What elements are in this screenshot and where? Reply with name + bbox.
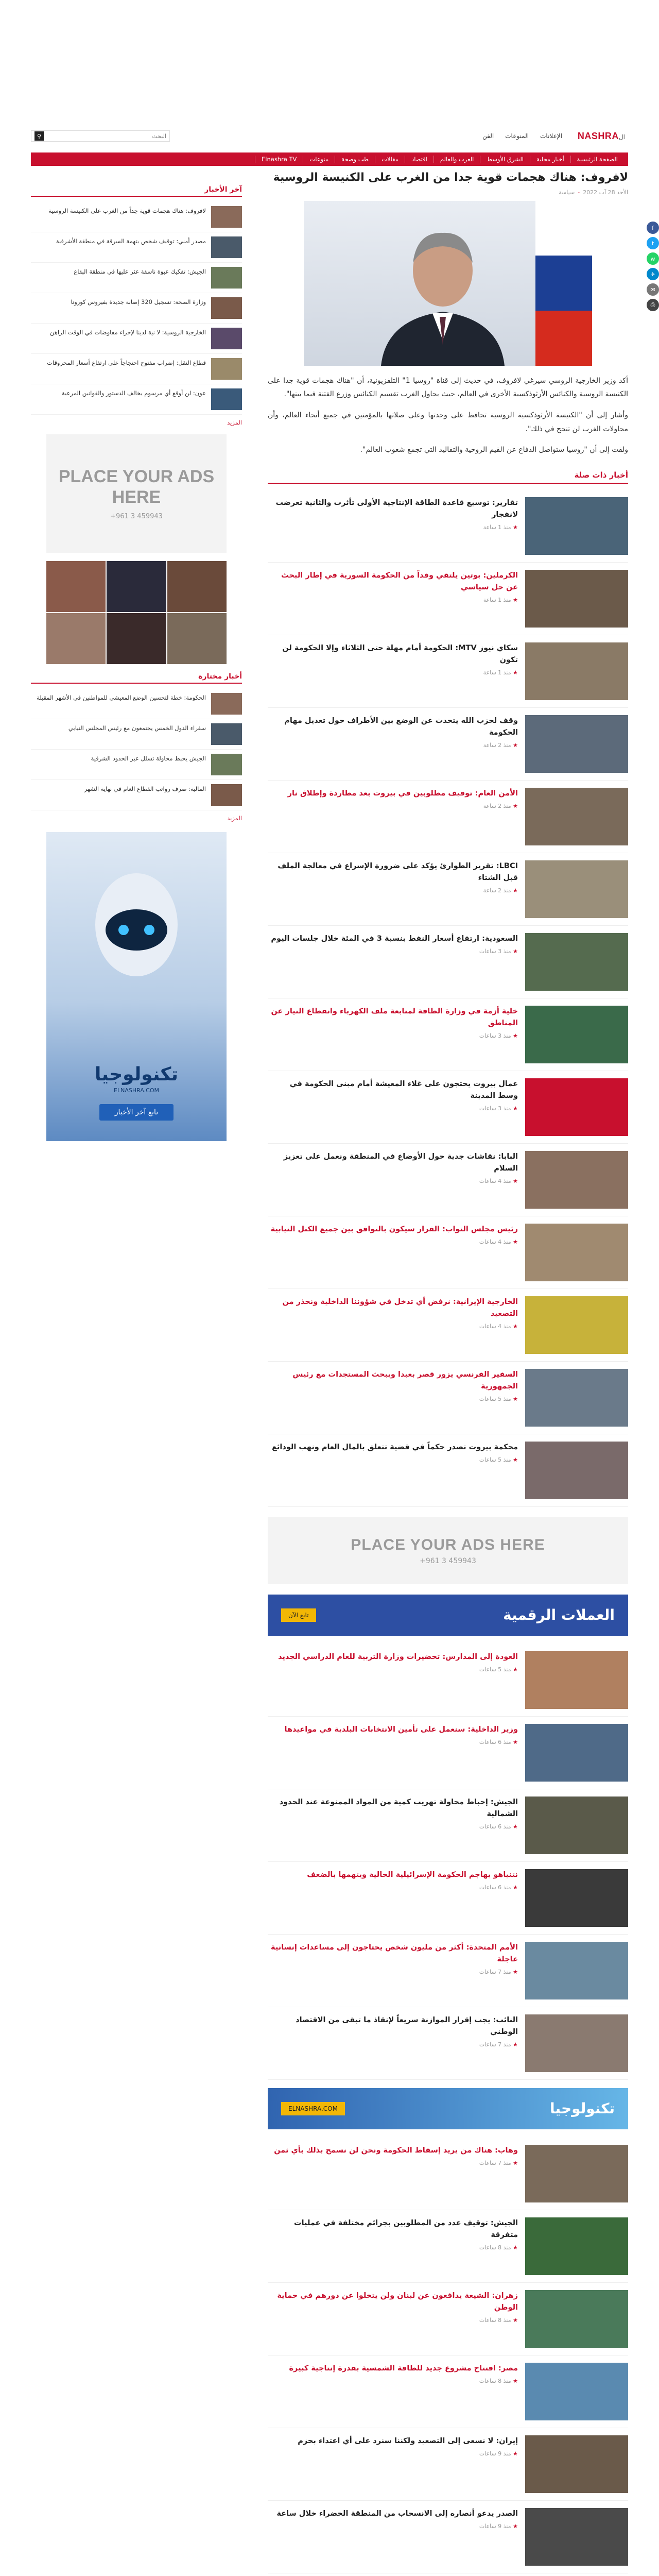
- news-time-text: منذ 8 ساعات: [479, 2244, 511, 2251]
- ad-phone-text: +961 3 459943: [420, 1556, 476, 1565]
- news-text: [268, 2145, 518, 2166]
- star-icon: ★: [511, 1823, 518, 1831]
- news-item[interactable]: [268, 1644, 628, 1717]
- news-time: [268, 1239, 518, 1245]
- news-text: [268, 2014, 518, 2048]
- tech-ad-title: تكنولوجيا: [95, 1064, 178, 1085]
- news-title[interactable]: السعودية: ارتفاع أسعار النفط بنسبة 3 في المئة خلال جلسات اليوم: [271, 934, 518, 943]
- news-title[interactable]: الخارجية الإيرانية: نرفض أي تدخل في شؤوننا الداخلية ونحذر من التصعيد: [282, 1297, 518, 1318]
- news-time: [268, 1105, 518, 1112]
- news-thumbnail[interactable]: [525, 2145, 628, 2202]
- news-item[interactable]: [268, 2007, 628, 2080]
- news-time: [268, 1323, 518, 1330]
- sidebar-news-title[interactable]: الجيش: تفكيك عبوة ناسفة عثر عليها في منطقة البقاع: [74, 268, 206, 275]
- news-text: [268, 715, 518, 749]
- news-title[interactable]: وزير الداخلية: سنعمل على تأمين الانتخابات البلدية في مواعيدها: [284, 1725, 518, 1734]
- news-text: [268, 497, 518, 531]
- nav-item-tv[interactable]: Elnashra TV: [255, 156, 303, 163]
- star-icon: ★: [511, 947, 518, 955]
- news-item[interactable]: [268, 1289, 628, 1362]
- news-time: [268, 1739, 518, 1745]
- banner-title: تكنولوجيا: [550, 2100, 615, 2117]
- social-share-bar: [647, 222, 659, 314]
- news-text: [268, 1797, 518, 1830]
- news-thumbnail[interactable]: [525, 2435, 628, 2493]
- russian-flag: [535, 201, 592, 366]
- ad-main-text: PLACE YOUR ADS HERE: [351, 1536, 545, 1553]
- sidebar-news-thumbnail[interactable]: [211, 358, 242, 380]
- star-icon: ★: [511, 1105, 518, 1112]
- whatsapp-icon[interactable]: w: [647, 252, 659, 265]
- star-icon: ★: [511, 2522, 518, 2530]
- top-link-art[interactable]: الفن: [482, 132, 494, 140]
- news-text: [268, 1651, 518, 1673]
- star-icon: ★: [511, 669, 518, 676]
- site-header: [0, 0, 659, 163]
- news-thumbnail[interactable]: [525, 860, 628, 918]
- news-title[interactable]: إيران: لا نسعى إلى التصعيد ولكننا سنرد على أي اعتداء بحزم: [298, 2436, 518, 2445]
- news-thumbnail[interactable]: [525, 1869, 628, 1927]
- news-thumbnail[interactable]: [525, 1942, 628, 1999]
- star-icon: ★: [511, 1323, 518, 1330]
- sidebar-news-item[interactable]: [31, 719, 242, 750]
- star-icon: ★: [511, 1032, 518, 1040]
- news-time: [268, 2244, 518, 2251]
- news-time-text: منذ 9 ساعات: [479, 2450, 511, 2457]
- star-icon: ★: [511, 1396, 518, 1403]
- tech-ad-site: ELNASHRA.COM: [114, 1087, 159, 1094]
- news-item[interactable]: [268, 998, 628, 1071]
- news-item[interactable]: [268, 1935, 628, 2007]
- news-time-text: منذ 6 ساعات: [479, 1823, 511, 1831]
- star-icon: ★: [511, 1178, 518, 1185]
- sidebar-news-thumbnail[interactable]: [211, 388, 242, 410]
- sidebar-news-item[interactable]: [31, 263, 242, 293]
- article-title: لافروف: هناك هجمات قوية جدا من الغرب على الكنيسة الروسية: [273, 171, 628, 184]
- news-time: [268, 2160, 518, 2166]
- star-icon: ★: [511, 742, 518, 749]
- twitter-icon[interactable]: t: [647, 237, 659, 249]
- news-thumbnail[interactable]: [525, 1442, 628, 1499]
- logo-text: NASHRA: [577, 130, 619, 141]
- news-time: [268, 1178, 518, 1184]
- news-title[interactable]: الجيش: توقيف عدد من المطلوبين بجرائم مختلفة في عمليات متفرقة: [294, 2218, 518, 2239]
- news-thumbnail[interactable]: [525, 1078, 628, 1136]
- news-text: [268, 1006, 518, 1039]
- news-item[interactable]: [268, 2138, 628, 2210]
- news-time: [268, 742, 518, 749]
- news-title[interactable]: نتنياهو يهاجم الحكومة الإسرائيلية الحالية ويتهمها بالضعف: [307, 1870, 518, 1879]
- news-text: [268, 2508, 518, 2530]
- tech-ad-button[interactable]: تابع آخر الأخبار: [99, 1104, 174, 1121]
- news-title[interactable]: تقارير: توسيع قاعدة الطاقة الإنتاجية الأولى تأثرت والثانية تعرضت لانفجار: [275, 498, 518, 519]
- banner-title: العملات الرقمية: [503, 1606, 615, 1624]
- news-time: [268, 524, 518, 531]
- news-time-text: منذ 7 ساعات: [479, 2041, 511, 2048]
- star-icon: ★: [511, 524, 518, 531]
- news-text: [268, 860, 518, 894]
- news-item[interactable]: [268, 2283, 628, 2355]
- news-title[interactable]: وقف لحزب الله يتحدث عن الوضع بين الأطراف حول تعديل مهام الحكومة: [284, 716, 518, 737]
- news-thumbnail[interactable]: [525, 570, 628, 628]
- news-title[interactable]: LBCI: تقرير الطوارئ يؤكد على ضرورة الإسراع في معالجة الملف قبل الشتاء: [278, 861, 518, 882]
- news-text: [268, 1942, 518, 1975]
- sidebar-news-thumbnail[interactable]: [211, 723, 242, 745]
- article-meta: الأحد 28 آب 2022-سياسة: [559, 189, 628, 196]
- news-item[interactable]: [268, 635, 628, 708]
- news-time-text: منذ 2 ساعة: [483, 802, 511, 809]
- site-logo[interactable]: [578, 131, 628, 142]
- news-item[interactable]: [268, 490, 628, 563]
- star-icon: ★: [511, 1884, 518, 1891]
- sidebar-news-item[interactable]: [31, 202, 242, 232]
- latest-more-link[interactable]: المزيد: [227, 419, 242, 426]
- sidebar-news-title[interactable]: مصدر أمني: توقيف شخص بتهمة السرقة في منطقة الأشرفية: [56, 238, 206, 245]
- star-icon: ★: [511, 2159, 518, 2166]
- news-time: [268, 2450, 518, 2457]
- latest-news-title: آخر الأخبار: [204, 185, 242, 194]
- banner-site: ELNASHRA.COM: [281, 2102, 345, 2115]
- news-thumbnail[interactable]: [525, 2217, 628, 2275]
- news-thumbnail[interactable]: [525, 715, 628, 773]
- news-item[interactable]: [268, 1717, 628, 1789]
- star-icon: ★: [511, 2377, 518, 2384]
- news-thumbnail[interactable]: [525, 2290, 628, 2348]
- news-time: [268, 1032, 518, 1039]
- facebook-icon[interactable]: f: [647, 222, 659, 234]
- news-text: [268, 1869, 518, 1891]
- news-time-text: منذ 1 ساعة: [483, 524, 511, 531]
- ad-phone-text: +961 3 459943: [110, 512, 163, 520]
- news-item[interactable]: [268, 2210, 628, 2283]
- news-time-text: منذ 8 ساعات: [479, 2377, 511, 2384]
- digital-currency-banner[interactable]: [268, 1595, 628, 1636]
- star-icon: ★: [511, 1969, 518, 1976]
- latest-news-header: [31, 185, 242, 197]
- nav-item-local[interactable]: أخبار محلية: [530, 156, 570, 163]
- sidebar-news-item[interactable]: [31, 232, 242, 263]
- sidebar-news-thumbnail[interactable]: [211, 754, 242, 775]
- news-time-text: منذ 5 ساعات: [479, 1666, 511, 1673]
- sidebar-news-title[interactable]: الجيش يحبط محاولة تسلل عبر الحدود الشرقية: [91, 755, 206, 762]
- news-item[interactable]: [268, 1071, 628, 1144]
- sidebar-news-item[interactable]: [31, 384, 242, 415]
- news-time: [268, 597, 518, 603]
- latest-news-list: [31, 202, 242, 415]
- ad-placeholder[interactable]: [268, 1517, 628, 1584]
- news-thumbnail[interactable]: [525, 1651, 628, 1709]
- news-time-text: منذ 1 ساعة: [483, 597, 511, 604]
- star-icon: ★: [511, 2317, 518, 2324]
- news-time: [268, 669, 518, 676]
- news-thumbnail[interactable]: [525, 2014, 628, 2072]
- top-links: [170, 132, 562, 140]
- news-time-text: منذ 5 ساعات: [479, 1396, 511, 1403]
- telegram-icon[interactable]: ✈: [647, 268, 659, 280]
- article-time: الأحد 28 آب 2022: [583, 189, 628, 196]
- sidebar-news-title[interactable]: سفراء الدول الخمس يجتمعون مع رئيس المجلس النيابي: [68, 724, 206, 732]
- news-title[interactable]: الكرملين: بوتين يلتقي وفداً من الحكومة السورية في إطار البحث عن حل سياسي: [281, 571, 518, 591]
- news-text: [268, 1078, 518, 1112]
- nav-item-variety[interactable]: منوعات: [303, 156, 335, 163]
- news-text: [268, 1296, 518, 1330]
- news-text: [268, 2217, 518, 2251]
- tech-banner[interactable]: [268, 2088, 628, 2129]
- news-time: [268, 1823, 518, 1830]
- news-time-text: منذ 2 ساعة: [483, 887, 511, 894]
- star-icon: ★: [511, 887, 518, 894]
- news-text: [268, 1442, 518, 1463]
- sidebar: [31, 185, 242, 1151]
- top-bar: [31, 127, 628, 145]
- news-time: [268, 2041, 518, 2048]
- news-time-text: منذ 5 ساعات: [479, 1456, 511, 1463]
- news-thumbnail[interactable]: [525, 1224, 628, 1281]
- news-time-text: منذ 4 ساعات: [479, 1238, 511, 1245]
- news-text: [268, 2363, 518, 2384]
- news-item[interactable]: [268, 853, 628, 926]
- tech-sidebar-ad[interactable]: [46, 832, 227, 1141]
- sidebar-news-title[interactable]: قطاع النقل: إضراب مفتوح احتجاجاً على ارتفاع أسعار المحروقات: [47, 359, 206, 366]
- news-time-text: منذ 4 ساعات: [479, 1178, 511, 1185]
- banner-button[interactable]: تابع الآن: [281, 1608, 316, 1622]
- news-title[interactable]: الأمم المتحدة: أكثر من مليون شخص يحتاجون إلى مساعدات إنسانية عاجلة: [271, 1943, 518, 1963]
- featured-news-list: [31, 689, 242, 810]
- news-thumbnail[interactable]: [525, 1006, 628, 1063]
- news-list: [268, 2138, 628, 2576]
- news-item[interactable]: [268, 2573, 628, 2576]
- logo-prefix: ال: [618, 133, 625, 141]
- news-thumbnail[interactable]: [525, 933, 628, 991]
- news-item[interactable]: [268, 1216, 628, 1289]
- news-thumbnail[interactable]: [525, 642, 628, 700]
- news-time: [268, 1969, 518, 1975]
- news-item[interactable]: [268, 1362, 628, 1434]
- email-icon[interactable]: ✉: [647, 283, 659, 296]
- related-title: أخبار ذات صلة: [574, 470, 628, 480]
- news-thumbnail[interactable]: [525, 1369, 628, 1427]
- sidebar-news-thumbnail[interactable]: [211, 693, 242, 715]
- article-image: [304, 201, 592, 366]
- nav-item-middle-east[interactable]: الشرق الأوسط: [480, 156, 530, 163]
- news-title[interactable]: السفير الفرنسي يزور قصر بعبدا ويبحث المستجدات مع رئيس الجمهورية: [292, 1370, 518, 1391]
- news-title[interactable]: البابا: نقاشات جدية حول الأوضاع في المنطقة ونعمل على تعزيز السلام: [283, 1152, 518, 1173]
- nav-item-world[interactable]: العرب والعالم: [433, 156, 480, 163]
- news-text: [268, 2290, 518, 2324]
- news-item[interactable]: [268, 708, 628, 781]
- sidebar-news-title[interactable]: وزارة الصحة: تسجيل 320 إصابة جديدة بفيروس كورونا: [71, 298, 206, 306]
- news-time-text: منذ 4 ساعات: [479, 1323, 511, 1330]
- news-time: [268, 1666, 518, 1673]
- star-icon: ★: [511, 802, 518, 809]
- news-text: [268, 933, 518, 955]
- news-time: [268, 887, 518, 894]
- photo-collage[interactable]: [46, 561, 227, 664]
- news-thumbnail[interactable]: [525, 1151, 628, 1209]
- news-title[interactable]: خلية أزمة في وزارة الطاقة لمتابعة ملف الكهرباء وانقطاع التيار عن المناطق: [271, 1007, 518, 1027]
- sidebar-news-title[interactable]: عون: لن أوقع أي مرسوم يخالف الدستور والقوانين المرعية: [61, 389, 206, 397]
- news-time: [268, 1396, 518, 1402]
- sidebar-news-title[interactable]: الحكومة: خطة لتحسين الوضع المعيشي للمواطنين في الأشهر المقبلة: [37, 694, 206, 701]
- sidebar-news-title[interactable]: الخارجية الروسية: لا نية لدينا لإجراء مفاوضات في الوقت الراهن: [50, 329, 206, 336]
- sidebar-news-thumbnail[interactable]: [211, 297, 242, 319]
- sidebar-ad-placeholder[interactable]: [46, 434, 227, 553]
- sidebar-news-title[interactable]: المالية: صرف رواتب القطاع العام في نهاية الشهر: [84, 785, 206, 792]
- star-icon: ★: [511, 597, 518, 604]
- nav-item-health[interactable]: طب وصحة: [335, 156, 375, 163]
- news-time: [268, 2523, 518, 2530]
- news-time-text: منذ 7 ساعات: [479, 2159, 511, 2166]
- news-item[interactable]: [268, 1789, 628, 1862]
- related-header: [268, 470, 628, 484]
- star-icon: ★: [511, 1456, 518, 1463]
- news-thumbnail[interactable]: [525, 1724, 628, 1782]
- news-time-text: منذ 6 ساعات: [479, 1738, 511, 1745]
- news-title[interactable]: مصر: افتتاح مشروع جديد للطاقة الشمسية بقدرة إنتاجية كبيرة: [289, 2364, 518, 2372]
- news-item[interactable]: [268, 1862, 628, 1935]
- news-thumbnail[interactable]: [525, 2363, 628, 2420]
- sidebar-news-item[interactable]: [31, 324, 242, 354]
- star-icon: ★: [511, 2450, 518, 2457]
- news-item[interactable]: [268, 2355, 628, 2428]
- news-time-text: منذ 1 ساعة: [483, 669, 511, 676]
- star-icon: ★: [511, 2041, 518, 2048]
- news-thumbnail[interactable]: [525, 1797, 628, 1854]
- sidebar-news-item[interactable]: [31, 780, 242, 810]
- sidebar-news-title[interactable]: لافروف: هناك هجمات قوية جداً من الغرب على الكنيسة الروسية: [48, 207, 206, 214]
- search-input[interactable]: [44, 133, 166, 140]
- news-time: [268, 803, 518, 809]
- person-portrait: [376, 222, 510, 366]
- news-title[interactable]: سكاي نيوز MTV: الحكومة أمام مهلة حتى الثلاثاء وإلا الحكومة لن تكون: [282, 643, 518, 664]
- news-text: [268, 788, 518, 809]
- news-time-text: منذ 3 ساعات: [479, 947, 511, 955]
- star-icon: ★: [511, 1666, 518, 1673]
- news-time-text: منذ 3 ساعات: [479, 1105, 511, 1112]
- news-thumbnail[interactable]: [525, 497, 628, 555]
- news-title[interactable]: محكمة بيروت تصدر حكماً في قضية تتعلق بالمال العام ونهب الودائع: [272, 1443, 518, 1451]
- featured-more-link[interactable]: المزيد: [227, 815, 242, 822]
- nav-item-articles[interactable]: مقالات: [375, 156, 405, 163]
- news-title[interactable]: الصدر يدعو أنصاره إلى الانسحاب من المنطقة الخضراء خلال ساعة: [276, 2509, 518, 2518]
- sidebar-news-thumbnail[interactable]: [211, 206, 242, 228]
- news-time: [268, 948, 518, 955]
- news-text: [268, 1369, 518, 1402]
- sidebar-news-item[interactable]: [31, 293, 242, 324]
- news-time: [268, 2378, 518, 2384]
- news-item[interactable]: [268, 2428, 628, 2501]
- news-time-text: منذ 2 ساعة: [483, 742, 511, 749]
- news-text: [268, 2435, 518, 2457]
- news-list: [268, 490, 628, 1507]
- article-paragraph: وأشار إلى أن "الكنيسة الأرثوذكسية الروسية تحافظ على وحدتها وعلى صلاتها بالمؤمنين في جميع أنحاء العالم، وأن محاولات الغرب لن تنجح في ذلك".: [268, 411, 628, 433]
- news-time: [268, 1884, 518, 1891]
- featured-news-header: [31, 672, 242, 684]
- news-title[interactable]: النائب: يجب إقرار الموازنة سريعاً لإنقاذ ما تبقى من الاقتصاد الوطني: [296, 2015, 518, 2036]
- news-text: [268, 1724, 518, 1745]
- star-icon: ★: [511, 1238, 518, 1245]
- news-text: [268, 1224, 518, 1245]
- news-time-text: منذ 6 ساعات: [479, 1884, 511, 1891]
- news-item[interactable]: [268, 926, 628, 998]
- ad-main-text: PLACE YOUR ADS HERE: [58, 467, 215, 507]
- news-time-text: منذ 9 ساعات: [479, 2522, 511, 2530]
- sidebar-news-item[interactable]: [31, 354, 242, 384]
- top-link-ads[interactable]: الإعلانات: [540, 132, 562, 140]
- news-time: [268, 2317, 518, 2324]
- news-title[interactable]: الجيش: إحباط محاولة تهريب كمية من المواد الممنوعة عند الحدود الشمالية: [279, 1798, 518, 1818]
- star-icon: ★: [511, 1738, 518, 1745]
- news-title[interactable]: عمال بيروت يحتجون على غلاء المعيشة أمام مبنى الحكومة في وسط المدينة: [289, 1079, 518, 1100]
- news-text: [268, 570, 518, 603]
- news-item[interactable]: [268, 563, 628, 635]
- news-time-text: منذ 8 ساعات: [479, 2317, 511, 2324]
- main-nav: [31, 152, 628, 166]
- search-icon[interactable]: ⚲: [34, 131, 44, 141]
- news-thumbnail[interactable]: [525, 1296, 628, 1354]
- featured-news-title: أخبار مختارة: [198, 672, 242, 681]
- news-item[interactable]: [268, 781, 628, 853]
- news-item[interactable]: [268, 2501, 628, 2573]
- sidebar-news-item[interactable]: [31, 750, 242, 780]
- print-icon[interactable]: ⎙: [647, 299, 659, 311]
- nav-item-economy[interactable]: اقتصاد: [405, 156, 433, 163]
- news-list: [268, 1644, 628, 2080]
- news-time-text: منذ 7 ساعات: [479, 1969, 511, 1976]
- news-item[interactable]: [268, 1144, 628, 1216]
- news-thumbnail[interactable]: [525, 2508, 628, 2566]
- news-time: [268, 1456, 518, 1463]
- robot-illustration: [80, 863, 193, 997]
- sidebar-news-thumbnail[interactable]: [211, 267, 242, 289]
- article-section[interactable]: سياسة: [559, 189, 575, 196]
- news-time-text: منذ 3 ساعات: [479, 1032, 511, 1040]
- news-text: [268, 1151, 518, 1184]
- search-box: [31, 130, 170, 142]
- news-title[interactable]: زهران: الشيعة يدافعون عن لبنان ولن يتخلوا عن دورهم في حماية الوطن: [277, 2291, 518, 2312]
- sidebar-news-thumbnail[interactable]: [211, 236, 242, 258]
- news-title[interactable]: الأمن العام: توقيف مطلوبين في بيروت بعد مطاردة وإطلاق نار: [287, 789, 518, 798]
- article-paragraph: أكد وزير الخارجية الروسي سيرغي لافروف، في حديث إلى قناة "روسيا 1" التلفزيونية، أن "هناك هجمات قوية جدا على الكنيسة الروسية والكنائس الأرثوذكسية الأخرى في العالم، حيث يحاول الغرب تقسيم الكنائس وزرع الفتنة فيما بينها".: [268, 376, 628, 399]
- news-thumbnail[interactable]: [525, 788, 628, 845]
- sidebar-news-thumbnail[interactable]: [211, 328, 242, 349]
- sidebar-news-thumbnail[interactable]: [211, 784, 242, 806]
- news-title[interactable]: رئيس مجلس النواب: القرار سيكون بالتوافق بين جميع الكتل النيابية: [270, 1225, 518, 1233]
- sidebar-news-item[interactable]: [31, 689, 242, 719]
- top-link-variety[interactable]: المنوعات: [505, 132, 529, 140]
- news-title[interactable]: وهاب: هناك من يريد إسقاط الحكومة ونحن لن نسمح بذلك بأي ثمن: [274, 2146, 518, 2155]
- nav-item-home[interactable]: الصفحة الرئيسية: [570, 156, 624, 163]
- star-icon: ★: [511, 2244, 518, 2251]
- main-column: [268, 170, 628, 2576]
- news-item[interactable]: [268, 1434, 628, 1507]
- news-title[interactable]: العودة إلى المدارس: تحضيرات وزارة التربية للعام الدراسي الجديد: [278, 1652, 518, 1661]
- news-text: [268, 642, 518, 676]
- article-body: [268, 374, 628, 457]
- article-paragraph: ولفت إلى أن "روسيا ستواصل الدفاع عن القيم الروحية والتقاليد التي تجمع شعوب العالم".: [360, 446, 628, 454]
